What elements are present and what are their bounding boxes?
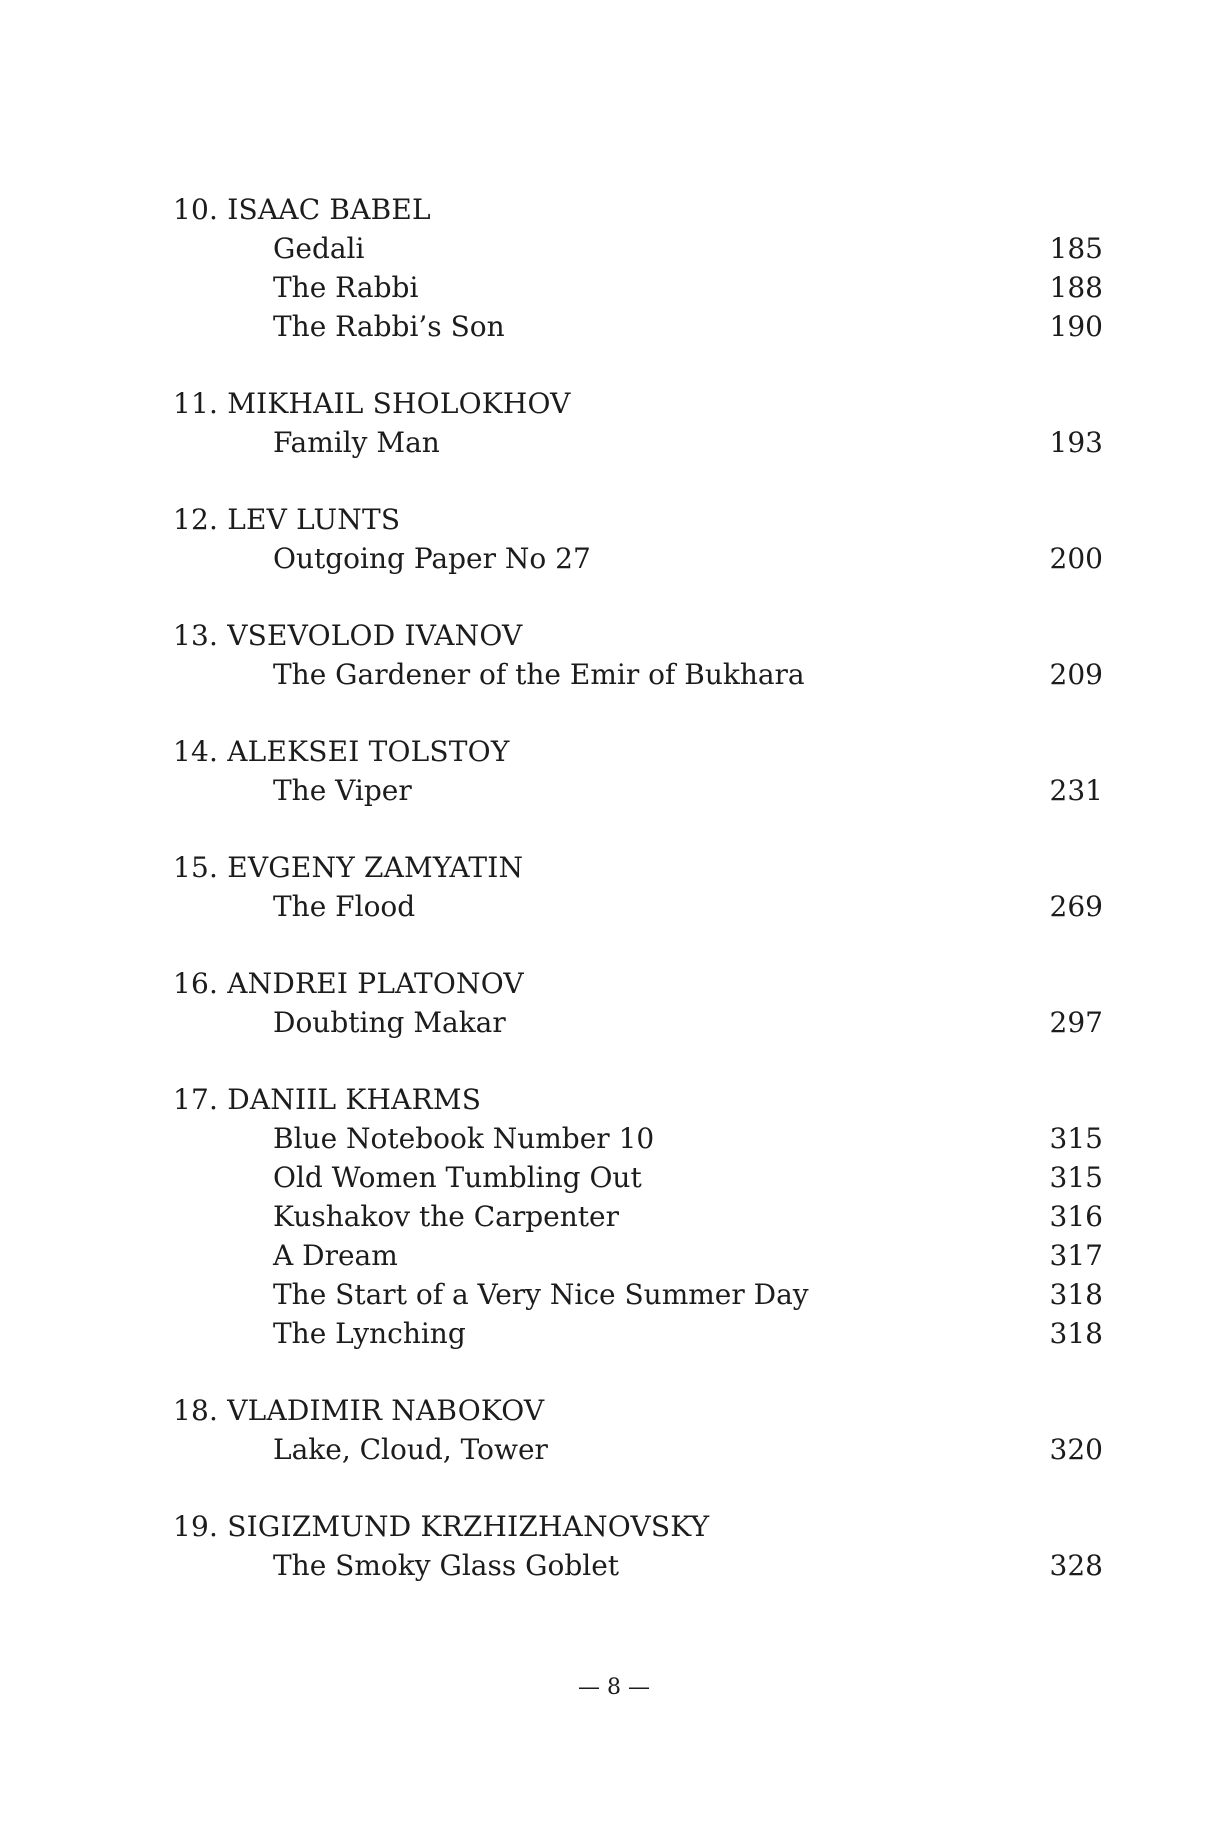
toc-entry <box>173 307 1103 346</box>
toc-entry <box>173 1119 1103 1158</box>
story-title: Lake, Cloud, Tower <box>273 1433 548 1466</box>
author-heading: 14. ALEKSEI TOLSTOY <box>173 735 510 768</box>
page-reference: 185 <box>1049 232 1103 265</box>
page-reference: 200 <box>1049 542 1103 575</box>
page-reference: 297 <box>1049 1006 1103 1039</box>
page-reference: 328 <box>1049 1549 1103 1582</box>
toc-entry <box>173 1003 1103 1042</box>
author-heading: 15. EVGENY ZAMYATIN <box>173 851 524 884</box>
story-title: The Lynching <box>273 1317 466 1350</box>
story-title: Old Women Tumbling Out <box>273 1161 642 1194</box>
story-title: Blue Notebook Number 10 <box>273 1122 655 1155</box>
toc-entry <box>173 655 1103 694</box>
page-reference: 317 <box>1049 1239 1103 1272</box>
page-reference: 193 <box>1049 426 1103 459</box>
story-title: The Gardener of the Emir of Bukhara <box>273 658 805 691</box>
story-title: Kushakov the Carpenter <box>273 1200 619 1233</box>
page-reference: 188 <box>1049 271 1103 304</box>
page-reference: 190 <box>1049 310 1103 343</box>
page-number: — 8 — <box>578 1675 650 1700</box>
toc-entry <box>173 1546 1103 1585</box>
page-reference: 315 <box>1049 1122 1103 1155</box>
toc-entry <box>173 887 1103 926</box>
page-reference: 209 <box>1049 658 1103 691</box>
story-title: Doubting Makar <box>273 1006 506 1039</box>
story-title: The Flood <box>273 890 416 923</box>
toc-section <box>173 1507 1103 1585</box>
toc-entry <box>173 1314 1103 1353</box>
story-title: The Rabbi’s Son <box>273 310 505 343</box>
toc-entry <box>173 423 1103 462</box>
page-reference: 318 <box>1049 1278 1103 1311</box>
page-reference: 269 <box>1049 890 1103 923</box>
story-title: Family Man <box>273 426 440 459</box>
toc-section <box>173 964 1103 1042</box>
story-title: The Viper <box>273 774 412 807</box>
toc-section <box>173 848 1103 926</box>
page-reference: 318 <box>1049 1317 1103 1350</box>
toc-section <box>173 190 1103 346</box>
story-title: The Smoky Glass Goblet <box>273 1549 620 1582</box>
toc-section <box>173 384 1103 462</box>
author-heading: 19. SIGIZMUND KRZHIZHANOVSKY <box>173 1510 710 1543</box>
toc-section <box>173 732 1103 810</box>
page-reference: 231 <box>1049 774 1103 807</box>
toc-entry <box>173 1236 1103 1275</box>
toc-entry <box>173 1197 1103 1236</box>
page-reference: 315 <box>1049 1161 1103 1194</box>
story-title: Outgoing Paper No 27 <box>273 542 591 575</box>
author-heading: 13. VSEVOLOD IVANOV <box>173 619 523 652</box>
story-title: The Start of a Very Nice Summer Day <box>273 1278 809 1311</box>
toc-entry <box>173 1430 1103 1469</box>
author-heading: 17. DANIIL KHARMS <box>173 1083 482 1116</box>
author-heading: 12. LEV LUNTS <box>173 503 401 536</box>
table-of-contents <box>173 190 1103 1623</box>
author-heading: 18. VLADIMIR NABOKOV <box>173 1394 545 1427</box>
toc-entry <box>173 268 1103 307</box>
story-title: Gedali <box>273 232 365 265</box>
toc-section <box>173 500 1103 578</box>
page-reference: 320 <box>1049 1433 1103 1466</box>
toc-section <box>173 616 1103 694</box>
toc-entry <box>173 1275 1103 1314</box>
toc-entry <box>173 1158 1103 1197</box>
author-heading: 10. ISAAC BABEL <box>173 193 431 226</box>
author-heading: 16. ANDREI PLATONOV <box>173 967 524 1000</box>
toc-entry <box>173 771 1103 810</box>
toc-entry <box>173 229 1103 268</box>
toc-entry <box>173 539 1103 578</box>
toc-section <box>173 1391 1103 1469</box>
author-heading: 11. MIKHAIL SHOLOKHOV <box>173 387 571 420</box>
story-title: A Dream <box>273 1239 398 1272</box>
toc-section <box>173 1080 1103 1353</box>
page-reference: 316 <box>1049 1200 1103 1233</box>
story-title: The Rabbi <box>273 271 419 304</box>
